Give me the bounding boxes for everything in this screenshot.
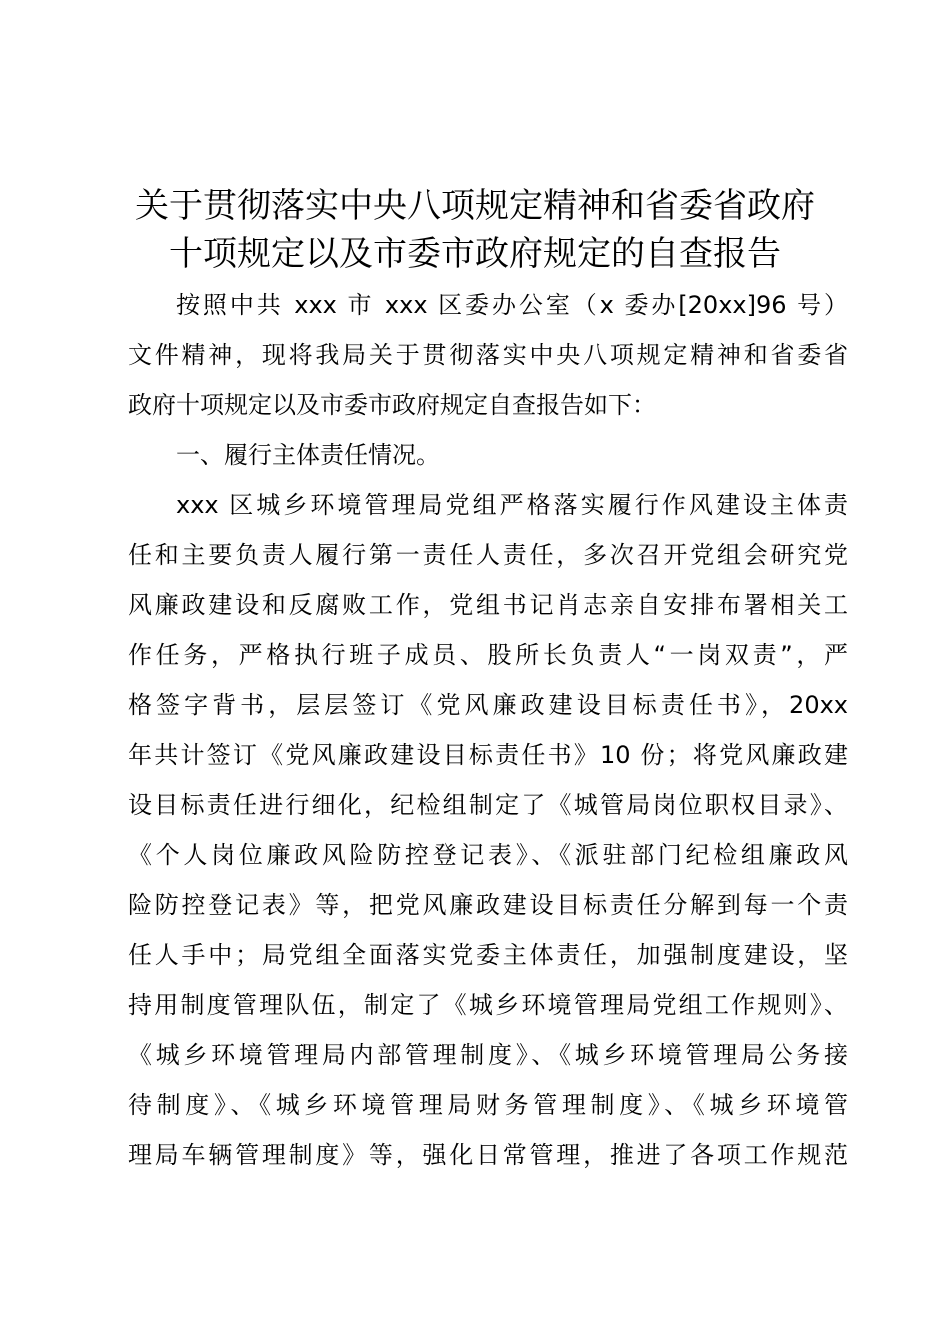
body-line: 任人手中；局党组全面落实党委主体责任，加强制度建设，坚 [128,941,848,969]
body-line: 险防控登记表》等，把党风廉政建设目标责任分解到每一个责 [128,891,848,919]
body-line: 年共计签订《党风廉政建设目标责任书》10 份；将党风廉政建 [128,741,848,769]
body-line: 《城乡环境管理局内部管理制度》、《城乡环境管理局公务接 [128,1041,848,1069]
body-line: 政府十项规定以及市委市政府规定自查报告如下： [128,391,656,419]
body-line: 持用制度管理队伍，制定了《城乡环境管理局党组工作规则》、 [128,991,848,1019]
body-line: 任和主要负责人履行第一责任人责任，多次召开党组会研究党 [128,541,848,569]
body-line: 作任务，严格执行班子成员、股所长负责人“一岗双责”，严 [128,641,848,669]
body-line: 文件精神，现将我局关于贯彻落实中央八项规定精神和省委省 [128,341,848,369]
body-line: 一、履行主体责任情况。 [176,441,440,469]
body-line: 待制度》、《城乡环境管理局财务管理制度》、《城乡环境管 [128,1091,848,1119]
body-line: 设目标责任进行细化，纪检组制定了《城管局岗位职权目录》、 [128,791,848,819]
title-line-1: 关于贯彻落实中央八项规定精神和省委省政府 [135,186,815,226]
body-line: 风廉政建设和反腐败工作，党组书记肖志亲自安排布署相关工 [128,591,848,619]
body-line: xxx 区城乡环境管理局党组严格落实履行作风建设主体责 [176,491,848,519]
title-line-2: 十项规定以及市委市政府规定的自查报告 [169,234,781,274]
body-line: 按照中共 xxx 市 xxx 区委办公室（x 委办[20xx]96 号） [176,291,848,319]
document-body [128,280,848,1180]
body-line: 理局车辆管理制度》等，强化日常管理，推进了各项工作规范 [128,1141,848,1169]
body-line: 格签字背书，层层签订《党风廉政建设目标责任书》，20xx [128,691,848,719]
body-line: 《个人岗位廉政风险防控登记表》、《派驻部门纪检组廉政风 [128,841,848,869]
document-title [100,182,850,278]
